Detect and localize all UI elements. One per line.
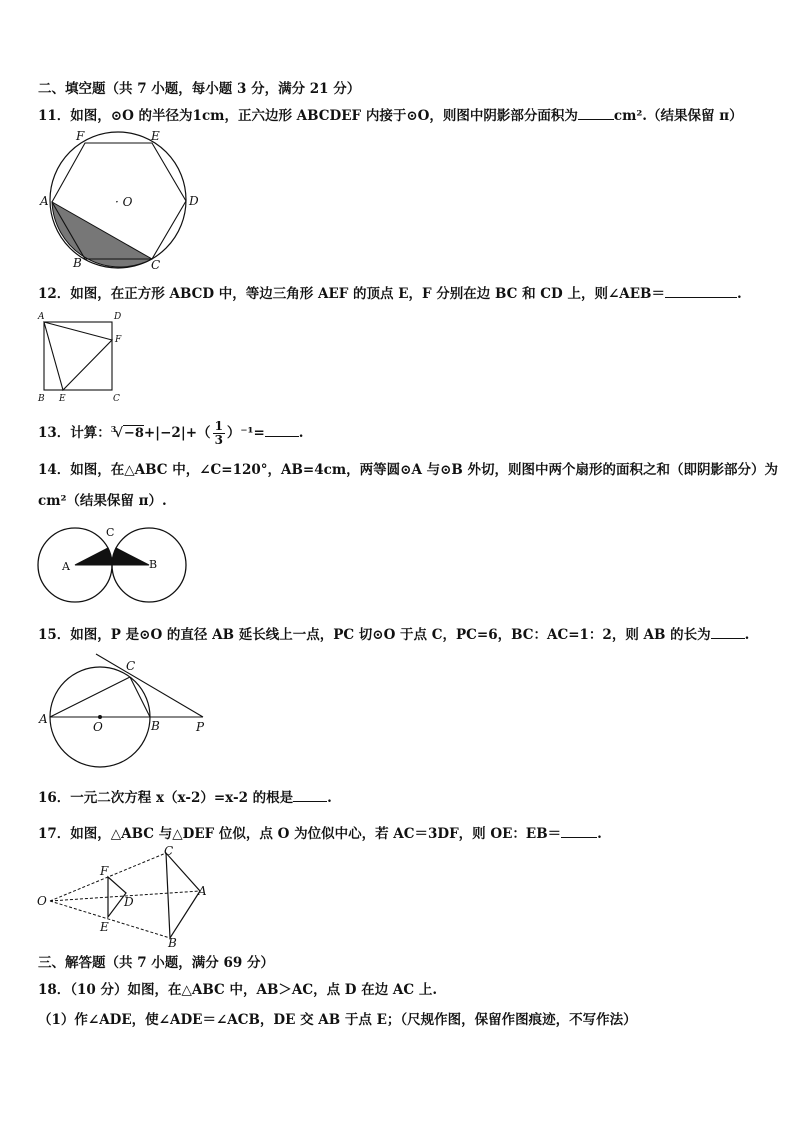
cube-root-expression: $^3$√−8 [110,423,144,441]
label-o: O [37,894,47,908]
abs-value: −2 [160,425,181,441]
answer-blank-16 [293,789,327,802]
answer-blank-15 [711,626,745,639]
question-13-abs-close: |+（ [180,425,211,441]
triangle-abc [166,853,200,938]
label-o: · O [115,195,133,209]
label-c: C [106,526,115,539]
label-e: E [151,129,160,143]
figure-14-two-circles [38,524,198,606]
answer-blank-17 [561,825,597,838]
question-15-tail: . [744,627,750,643]
label-c: C [113,394,120,404]
triangle-aef [44,322,112,390]
label-d: D [124,895,134,909]
question-17-tail: . [597,826,602,842]
figure-15-tangent [38,650,218,740]
label-a: A [198,884,207,898]
label-c: C [164,844,174,858]
label-b: B [38,394,45,404]
question-16-text: 16．一元二次方程 x（x-2）=x-2 的根是 [38,790,294,806]
figure-17-similar-triangles [36,843,216,948]
question-16-tail: . [327,790,332,806]
question-18-part-1: （1）作∠ADE，使∠ADE＝∠ACB，DE 交 AB 于点 E；（尺规作图，保留作图痕迹，不写作法） [38,1012,637,1028]
question-11-text: 11．如图，⊙O 的半径为1cm，正六边形 ABCDEF 内接于⊙O，则图中阴影部分面积为 [38,108,578,124]
fraction-one-third [213,420,225,447]
section-heading-solve: 三、解答题（共 7 小题，满分 69 分） [38,955,274,971]
question-14-line-2: cm²（结果保留 π）. [38,493,167,509]
question-17 [38,822,602,842]
question-15-text: 15．如图，P 是⊙O 的直径 AB 延长线上一点，PC 切⊙O 于点 C，PC=6，BC：AC=1：2，则 AB 的长为 [38,627,711,643]
label-d: D [114,312,122,322]
question-13-plus: +| [143,425,161,441]
question-11-tail: cm².（结果保留 π） [613,108,743,124]
label-c: C [126,659,136,673]
question-13-prefix: 13．计算： [38,425,111,441]
label-b: B [73,256,82,270]
label-f: F [100,864,109,878]
question-16 [38,786,332,806]
label-b: B [168,936,177,950]
root-radicand: −8 [123,426,144,441]
figure-11-hexagon-in-circle [38,130,198,270]
label-f: F [76,129,85,143]
shaded-region [52,202,152,267]
label-e: E [59,394,66,404]
question-12-text: 12．如图，在正方形 ABCD 中，等边三角形 AEF 的顶点 E，F 分别在边 BC 和 CD 上，则∠AEB＝ [38,286,665,302]
question-14-line-1: 14．如图，在△ABC 中，∠C=120°，AB=4cm，两等圆⊙A 与⊙B 外切，则图中两个扇形的面积之和（即阴影部分）为 [38,462,779,478]
question-11 [38,104,743,124]
sector-b [112,548,149,565]
label-e: E [100,920,109,934]
question-15 [38,623,749,643]
chord-bc [130,677,150,717]
chord-ac [50,677,130,717]
sector-a [75,548,112,565]
label-a: A [62,560,70,573]
label-a: A [39,712,48,726]
label-b: B [149,558,158,571]
question-12-tail: . [736,286,742,302]
fraction-denominator: 3 [214,433,223,447]
question-13-tail: . [298,425,304,441]
question-13-exp: ）⁻¹= [226,425,265,441]
label-d: D [189,194,199,208]
label-b: B [151,719,160,733]
question-17-text: 17．如图，△ABC 与△DEF 位似，点 O 为位似中心，若 AC＝3DF，则 OE：EB＝ [38,826,562,842]
label-o: O [93,720,103,734]
ray-ob [50,901,170,938]
answer-blank-12 [665,285,737,298]
question-13 [38,420,303,447]
question-18: 18．（10 分）如图，在△ABC 中，AB＞AC，点 D 在边 AC 上. [38,982,438,998]
label-p: P [196,720,205,734]
figure-12-square-triangle [36,310,136,402]
question-12 [38,282,742,302]
center-o [98,715,102,719]
label-f: F [115,335,122,345]
section-heading-fill-blank: 二、填空题（共 7 小题，每小题 3 分，满分 21 分） [38,81,361,97]
label-a: A [38,312,45,322]
answer-blank-11 [578,107,614,120]
root-index: 3 [110,423,117,434]
label-c: C [151,258,161,272]
square-abcd [44,322,112,390]
label-a: A [40,194,49,208]
answer-blank-13 [265,424,299,437]
fraction-numerator: 1 [214,419,223,433]
